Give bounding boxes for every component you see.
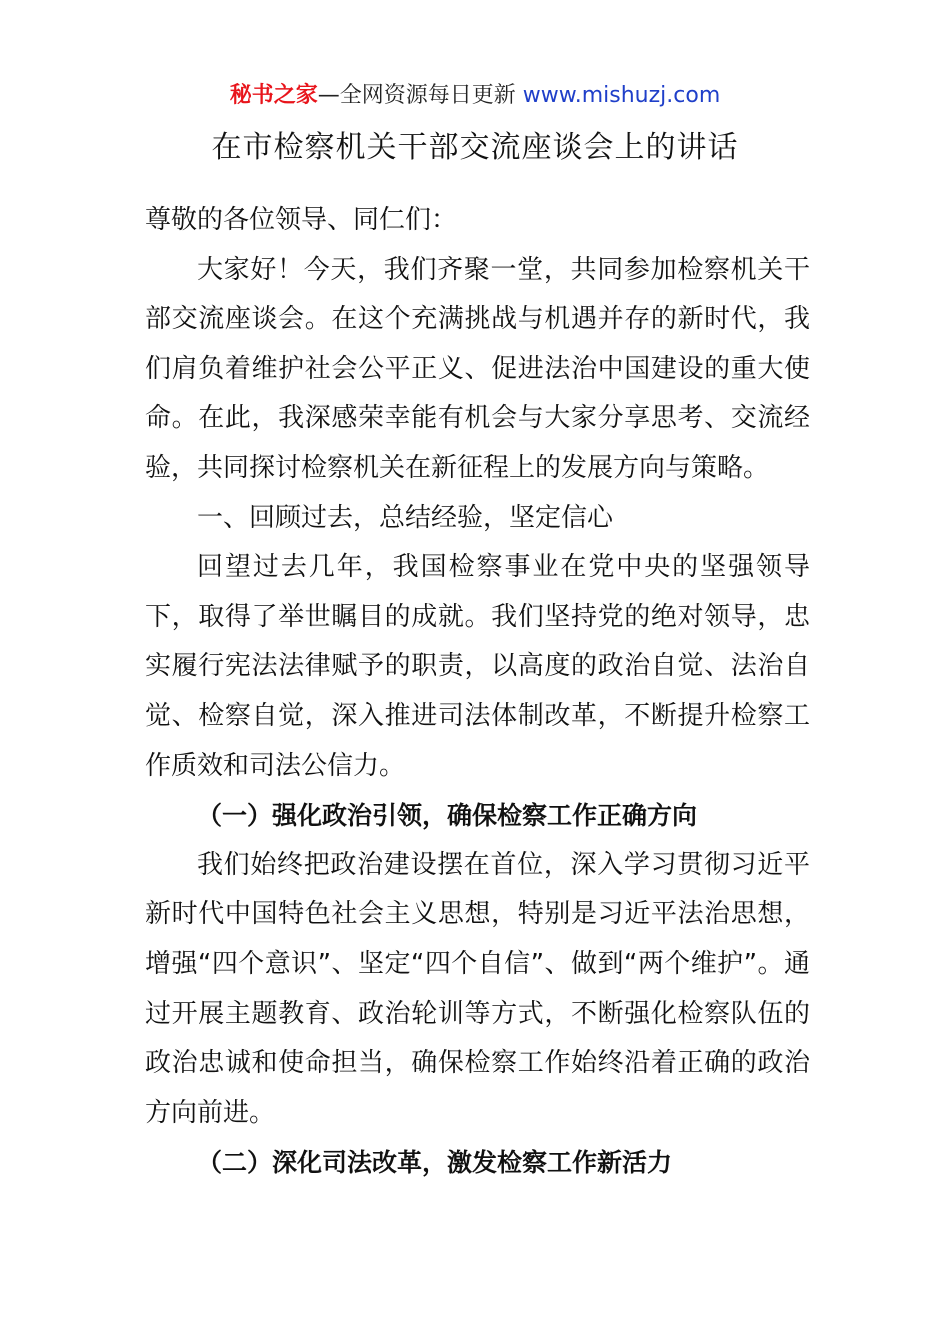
paragraph-political: 我们始终把政治建设摆在首位，深入学习贯彻习近平新时代中国特色社会主义思想，特别是习近平法治思想，增强“四个意识”、坚定“四个自信”、做到“两个维护”。通过开展主题教育、政治轮训等方式，不断强化检察队伍的政治忠诚和使命担当，确保检察工作始终沿着正确的政治方向前进。 xyxy=(145,849,810,1128)
document-body xyxy=(145,196,810,1188)
site-header xyxy=(0,80,950,112)
site-url-link[interactable]: www.mishuzj.com xyxy=(522,83,721,108)
section-heading-1: 一、回顾过去，总结经验，坚定信心 xyxy=(197,502,614,533)
document-title: 在市检察机关干部交流座谈会上的讲话 xyxy=(211,130,739,165)
paragraph-intro: 大家好！今天，我们齐聚一堂，共同参加检察机关干部交流座谈会。在这个充满挑战与机遇并存的新时代，我们肩负着维护社会公平正义、促进法治中国建设的重大使命。在此，我深感荣幸能有机会与大家分享思考、交流经验，共同探讨检察机关在新征程上的发展方向与策略。 xyxy=(145,254,810,483)
salutation: 尊敬的各位领导、同仁们： xyxy=(145,205,458,235)
site-slogan: —全网资源每日更新 xyxy=(317,83,516,108)
subsection-heading-2: （二）深化司法改革，激发检察工作新活力 xyxy=(197,1148,673,1178)
paragraph-review: 回望过去几年，我国检察事业在党中央的坚强领导下，取得了举世瞩目的成就。我们坚持党的绝对领导，忠实履行宪法法律赋予的职责，以高度的政治自觉、法治自觉、检察自觉，深入推进司法体制改革，不断提升检察工作质效和司法公信力。 xyxy=(145,552,810,781)
subsection-heading-1: （一）强化政治引领，确保检察工作正确方向 xyxy=(197,801,698,831)
site-name: 秘书之家 xyxy=(229,83,318,108)
